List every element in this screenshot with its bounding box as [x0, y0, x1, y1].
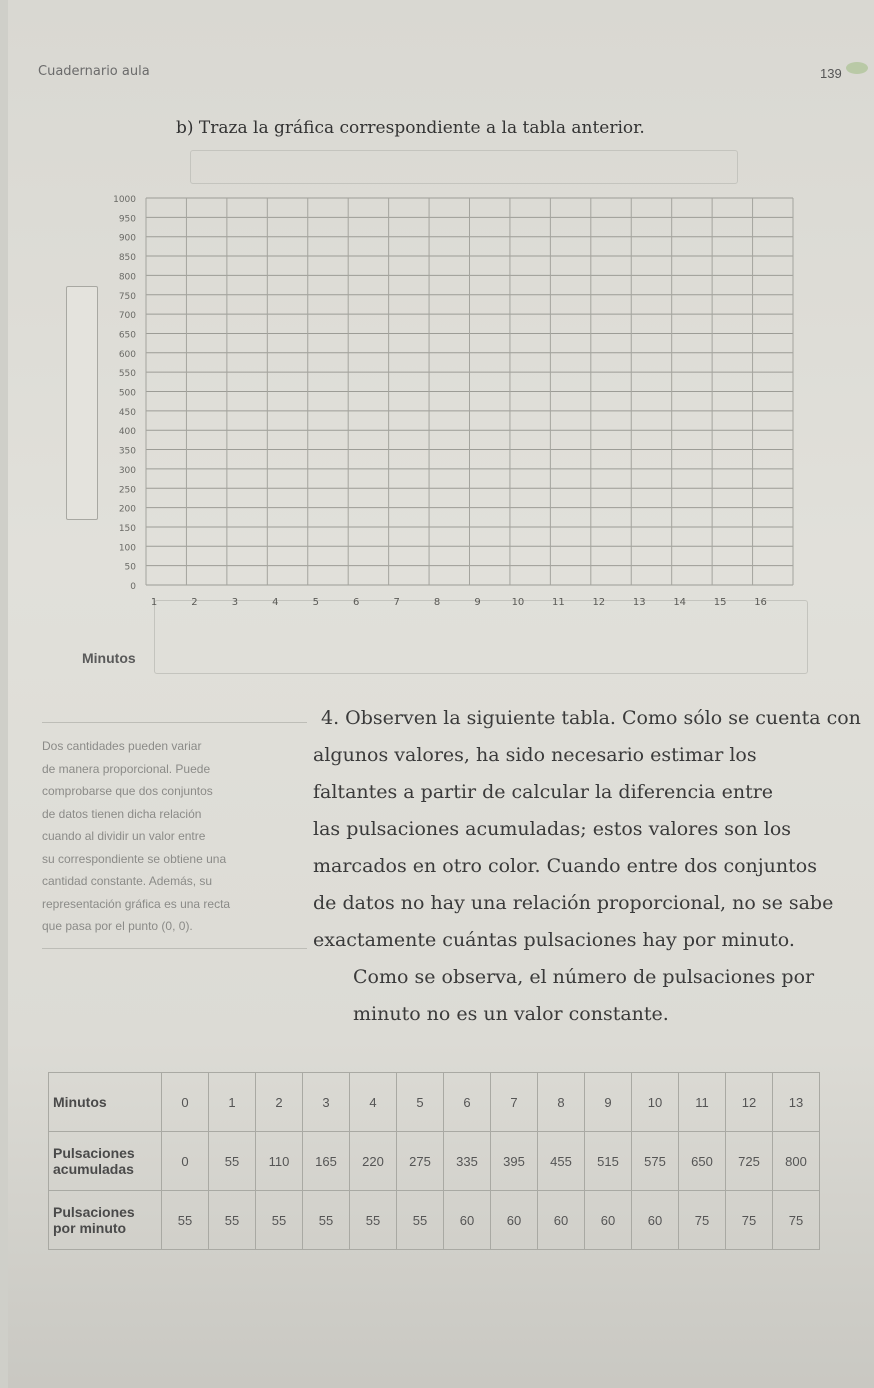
sidebar-line: representación gráfica es una recta [42, 896, 231, 911]
exercise-line: de datos no hay una relación proporcional, no se sabe [313, 892, 834, 914]
table-cell: 5 [397, 1073, 444, 1132]
part-b-instruction: b) Traza la gráfica correspondiente a la tabla anterior. [176, 118, 645, 138]
table-cell: 110 [256, 1132, 303, 1191]
row-header: Pulsaciones por minuto [49, 1191, 162, 1250]
sidebar-line: que pasa por el punto (0, 0). [42, 919, 193, 933]
x-tick-label: 7 [393, 597, 400, 608]
y-tick-label: 350 [118, 446, 136, 457]
y-tick-label: 500 [118, 388, 136, 399]
exercise-line: faltantes a partir de calcular la diferencia entre [313, 781, 774, 803]
row-header: Pulsaciones acumuladas [49, 1132, 162, 1191]
sidebar-line: de datos tienen dicha relación [42, 806, 202, 821]
x-tick-label: 2 [191, 597, 198, 608]
exercise-line: minuto no es un valor constante. [353, 1003, 669, 1025]
x-tick-label: 16 [754, 597, 767, 608]
table-cell: 13 [773, 1073, 820, 1132]
sidebar-line: su correspondiente se obtiene una [42, 851, 227, 866]
table-cell: 55 [209, 1191, 256, 1250]
y-tick-label: 550 [118, 369, 136, 380]
exercise-line: 4. Observen la siguiente tabla. Como sólo se cuenta con [321, 707, 861, 729]
table-cell: 4 [350, 1073, 397, 1132]
x-tick-label: 11 [552, 597, 565, 608]
exercise-line: las pulsaciones acumuladas; estos valores son los [313, 818, 792, 840]
y-tick-label: 50 [124, 562, 136, 573]
y-tick-label: 950 [118, 214, 136, 225]
table-cell: 60 [632, 1191, 679, 1250]
table-cell: 55 [303, 1191, 350, 1250]
x-tick-label: 4 [272, 597, 279, 608]
y-tick-label: 0 [130, 582, 136, 592]
exercise-line: exactamente cuántas pulsaciones hay por minuto. [313, 929, 795, 951]
grid-chart[interactable] [8, 0, 874, 700]
x-tick-label: 14 [673, 597, 687, 608]
y-tick-label: 400 [118, 427, 136, 438]
x-tick-label: 8 [433, 597, 441, 608]
sidebar-line: de manera proporcional. Puede [42, 761, 211, 776]
y-tick-label: 800 [118, 272, 136, 283]
table-cell: 275 [397, 1132, 444, 1191]
x-tick-label: 9 [474, 597, 481, 608]
table-cell: 75 [726, 1191, 773, 1250]
table-row [49, 1191, 820, 1250]
table-cell: 2 [256, 1073, 303, 1132]
table-cell: 165 [303, 1132, 350, 1191]
y-tick-label: 450 [118, 407, 136, 418]
table-cell: 8 [538, 1073, 585, 1132]
y-tick-label: 250 [118, 485, 136, 496]
table-cell: 800 [773, 1132, 820, 1191]
x-tick-label: 12 [592, 597, 606, 608]
sidebar-line: comprobarse que dos conjuntos [42, 784, 213, 798]
table-cell: 12 [726, 1073, 773, 1132]
table-cell: 395 [491, 1132, 538, 1191]
header-title: Cuadernario aula [38, 64, 150, 79]
table-cell: 7 [491, 1073, 538, 1132]
table-cell: 6 [444, 1073, 491, 1132]
table-cell: 725 [726, 1132, 773, 1191]
row-header: Minutos [49, 1073, 162, 1132]
table-cell: 55 [162, 1191, 209, 1250]
table-cell: 3 [303, 1073, 350, 1132]
x-tick-label: 5 [312, 597, 319, 608]
y-tick-label: 1000 [113, 195, 136, 205]
y-tick-label: 100 [118, 543, 136, 554]
x-tick-label: 3 [231, 597, 239, 608]
table-cell: 55 [209, 1132, 256, 1191]
table-cell: 650 [679, 1132, 726, 1191]
table-cell: 55 [350, 1191, 397, 1250]
page-number: 139 [820, 66, 842, 81]
x-axis-title: Minutos [82, 650, 136, 666]
table-cell: 60 [491, 1191, 538, 1250]
textbook-page [8, 0, 874, 1388]
exercise-line: algunos valores, ha sido necesario estimar los [313, 744, 757, 766]
table-cell: 455 [538, 1132, 585, 1191]
table-cell: 335 [444, 1132, 491, 1191]
x-tick-label: 1 [150, 597, 158, 608]
y-tick-label: 650 [118, 330, 136, 341]
table-row [49, 1073, 820, 1132]
sidebar-line: cantidad constante. Además, su [42, 874, 213, 888]
y-tick-label: 900 [118, 233, 136, 244]
y-tick-label: 700 [118, 311, 136, 322]
exercise-line: Como se observa, el número de pulsaciones por [353, 966, 815, 988]
table-cell: 220 [350, 1132, 397, 1191]
sidebar-line: Dos cantidades pueden variar [42, 739, 202, 753]
table-cell: 11 [679, 1073, 726, 1132]
y-tick-label: 300 [118, 465, 136, 476]
table-cell: 60 [538, 1191, 585, 1250]
pulse-table [48, 1072, 820, 1250]
table-cell: 60 [585, 1191, 632, 1250]
exercise-line: marcados en otro color. Cuando entre dos conjuntos [313, 855, 817, 877]
sidebar-note [42, 722, 307, 949]
y-tick-label: 600 [118, 349, 136, 360]
y-tick-label: 850 [118, 253, 136, 264]
x-tick-label: 13 [632, 597, 646, 608]
table-row [49, 1132, 820, 1191]
table-cell: 0 [162, 1073, 209, 1132]
table-cell: 60 [444, 1191, 491, 1250]
table-cell: 75 [679, 1191, 726, 1250]
y-tick-label: 150 [118, 523, 136, 534]
table-cell: 1 [209, 1073, 256, 1132]
table-cell: 55 [397, 1191, 444, 1250]
table-cell: 515 [585, 1132, 632, 1191]
table-cell: 575 [632, 1132, 679, 1191]
table-cell: 0 [162, 1132, 209, 1191]
table-cell: 9 [585, 1073, 632, 1132]
x-tick-label: 15 [713, 597, 727, 608]
y-tick-label: 200 [118, 504, 136, 515]
exercise-4-text [313, 700, 874, 1033]
table-cell: 75 [773, 1191, 820, 1250]
table-cell: 10 [632, 1073, 679, 1132]
x-tick-label: 6 [353, 597, 360, 608]
x-tick-label: 10 [511, 597, 525, 608]
y-tick-label: 750 [118, 291, 136, 302]
table-cell: 55 [256, 1191, 303, 1250]
sidebar-line: cuando al dividir un valor entre [42, 829, 206, 843]
